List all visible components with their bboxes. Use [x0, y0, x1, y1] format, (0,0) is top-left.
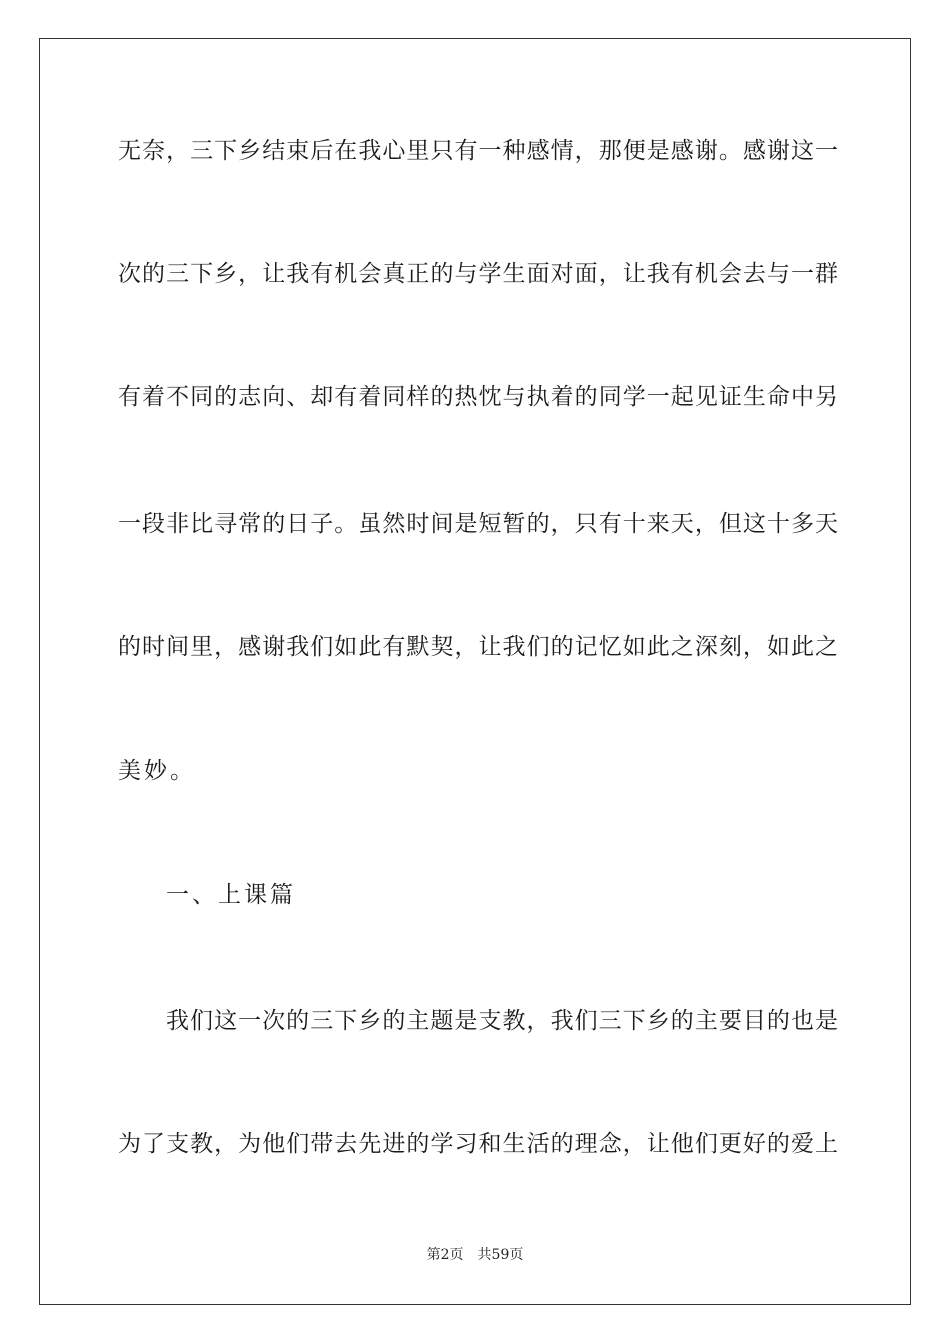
body-line: 无奈，三下乡结束后在我心里只有一种感情，那便是感谢。感谢这一 — [118, 138, 838, 164]
section-heading: 一、上课篇 — [166, 882, 296, 908]
body-line: 我们这一次的三下乡的主题是支教，我们三下乡的主要目的也是 — [166, 1008, 838, 1034]
body-line: 一段非比寻常的日子。虽然时间是短暂的，只有十来天，但这十多天 — [118, 511, 838, 537]
page-footer — [0, 1246, 950, 1264]
body-line: 的时间里，感谢我们如此有默契，让我们的记忆如此之深刻，如此之 — [118, 634, 838, 660]
body-line: 为了支教，为他们带去先进的学习和生活的理念，让他们更好的爱上 — [118, 1131, 838, 1157]
body-line: 有着不同的志向、却有着同样的热忱与执着的同学一起见证生命中另 — [118, 384, 838, 410]
page-number: 第2页 — [426, 1247, 464, 1263]
body-line: 美妙。 — [118, 758, 196, 784]
page-total: 共59页 — [477, 1247, 524, 1263]
body-line: 次的三下乡，让我有机会真正的与学生面对面，让我有机会去与一群 — [118, 261, 838, 287]
page-border — [39, 38, 911, 1305]
